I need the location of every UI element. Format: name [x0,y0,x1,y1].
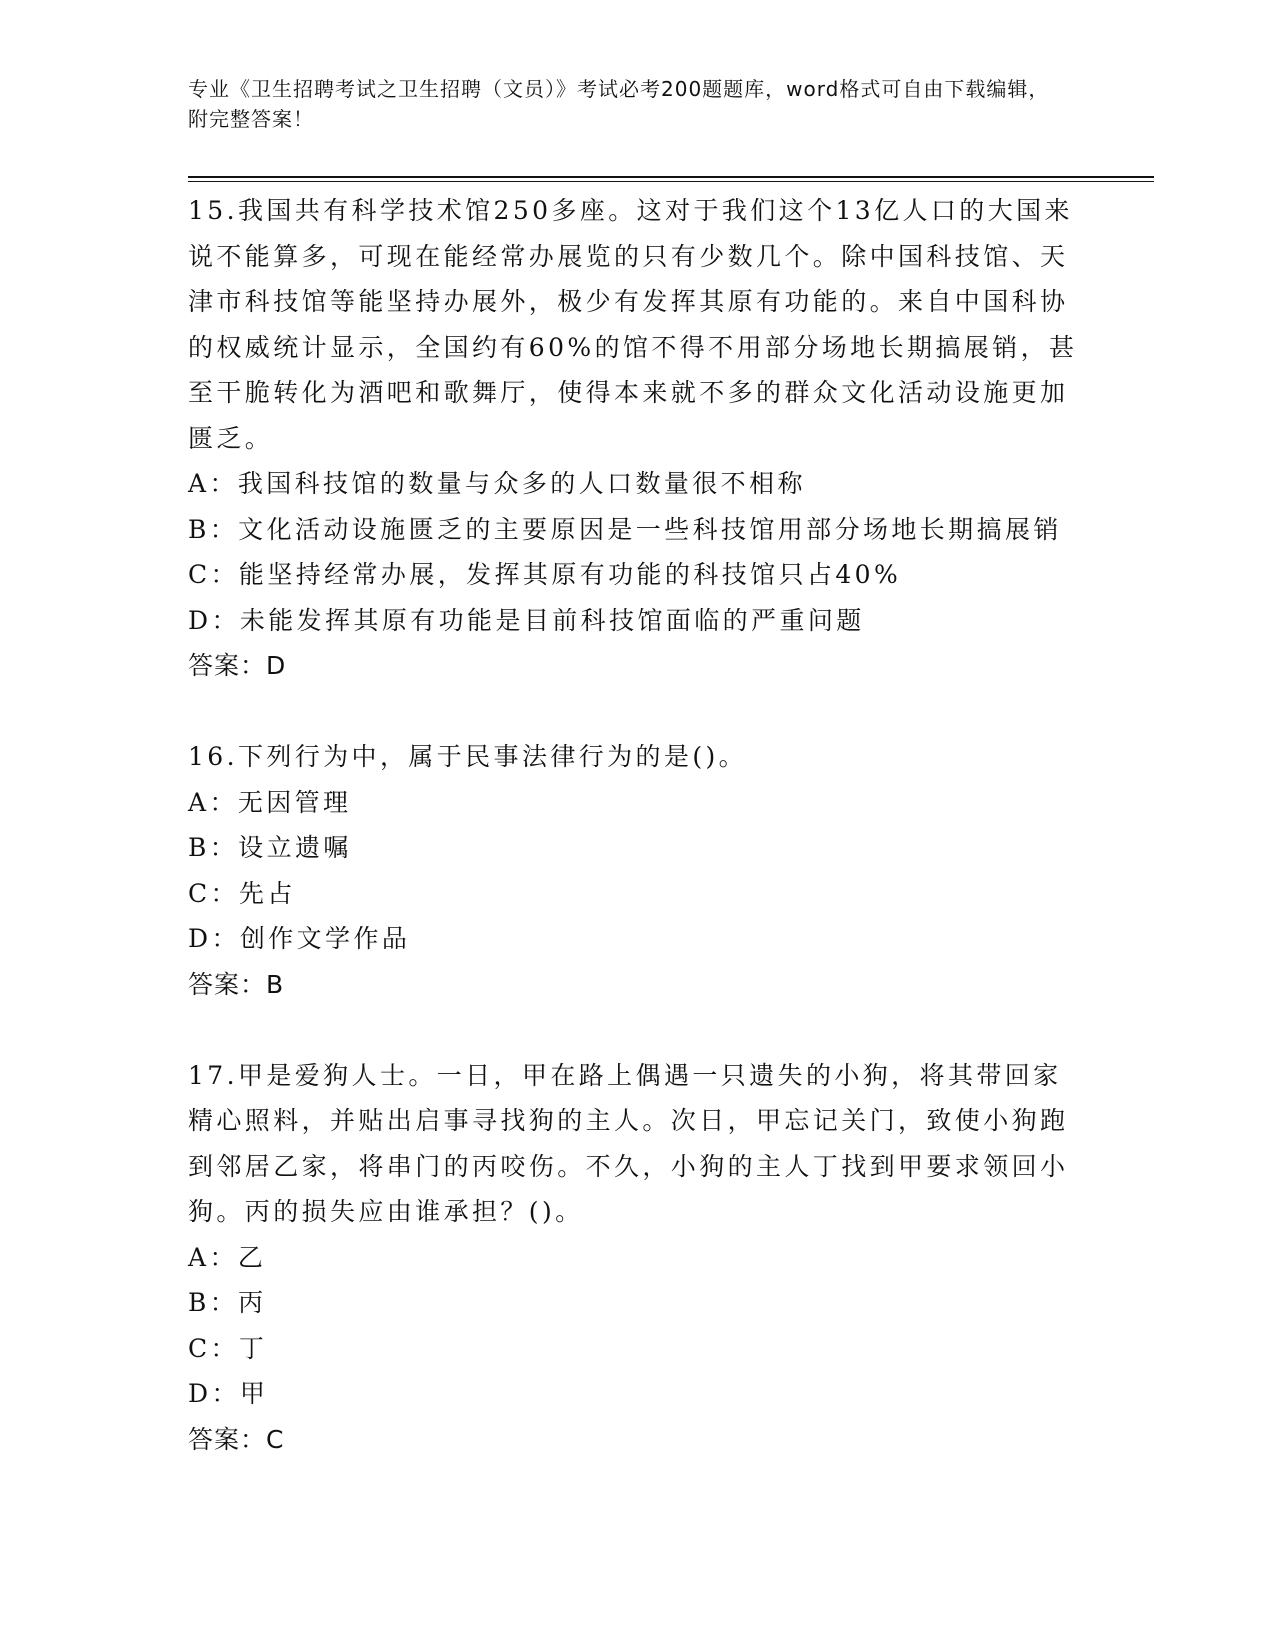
option-b: B：设立遗嘱 [188,833,352,862]
option-a: A：无因管理 [188,787,352,817]
question-stem: 17.甲是爱狗人士。一日，甲在路上偶遇一只遗失的小狗，将其带回家精心照料，并贴出启事寻找狗的主人。次日，甲忘记关门，致使小狗跑到邻居乙家，将串门的丙咬伤。不久，小狗的主人丁找到甲要求领回小狗。丙的损失应由谁承担？()。 [188,1060,1069,1226]
option-d: D：甲 [188,1379,269,1408]
question-stem: 16.下列行为中，属于民事法律行为的是()。 [188,742,748,771]
option-c: C：能坚持经常办展，发挥其原有功能的科技馆只占40% [188,560,902,589]
question-spacer [188,1007,1088,1053]
question-list [188,188,1088,1462]
option-d: D：未能发挥其原有功能是目前科技馆面临的严重问题 [188,605,865,635]
question-spacer [188,689,1088,735]
header-divider-thin [188,181,1154,182]
header-divider-thick [188,176,1154,178]
question-stem: 15.我国共有科学技术馆250多座。这对于我们这个13亿人口的大国来说不能算多，可现在能经常办展览的只有少数几个。除中国科技馆、天津市科技馆等能坚持办展外，极少有发挥其原有功能的。来自中国科协的权威统计显示，全国约有60%的馆不得不用部分场地长期搞展销，甚至干脆转化为酒吧和歌舞厅，使得本来就不多的群众文化活动设施更加匮乏。 [188,196,1078,453]
option-b: B：文化活动设施匮乏的主要原因是一些科技馆用部分场地长期搞展销 [188,514,1062,544]
question-17 [188,1053,1088,1463]
answer-label: 答案：C [188,1424,285,1454]
option-c: C：先占 [188,878,296,908]
question-15 [188,188,1088,689]
document-header: 专业《卫生招聘考试之卫生招聘（文员）》考试必考200题题库，word格式可自由下载编辑，附完整答案！ [188,77,1050,131]
option-a: A：我国科技馆的数量与众多的人口数量很不相称 [188,469,806,498]
answer-label: 答案：D [188,651,287,680]
option-b: B：丙 [188,1288,267,1317]
option-a: A：乙 [188,1242,267,1272]
question-16 [188,734,1088,1007]
option-c: C：丁 [188,1333,268,1363]
answer-label: 答案：B [188,969,285,999]
option-d: D：创作文学作品 [188,924,411,953]
